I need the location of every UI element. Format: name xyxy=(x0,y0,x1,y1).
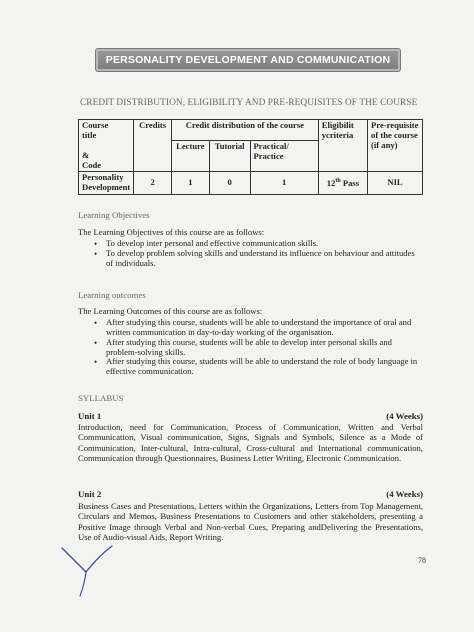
header-tutorial: Tutorial xyxy=(209,141,250,172)
objectives-intro: The Learning Objectives of this course are as follows: xyxy=(78,227,265,237)
unit-2-label: Unit 2 xyxy=(78,489,102,499)
header-credits: Credits xyxy=(134,120,172,172)
header-prerequisite: Pre-requisite of the course (if any) xyxy=(368,120,423,172)
unit-1-label: Unit 1 xyxy=(78,411,102,421)
cell-credits: 2 xyxy=(134,172,172,195)
handwritten-check-mark-icon xyxy=(58,540,118,600)
cell-course-name: Personality Development xyxy=(79,172,134,195)
objectives-heading: Learning Objectives xyxy=(78,210,150,220)
unit-2-weeks: (4 Weeks) xyxy=(386,489,423,499)
header-eligibility: Eligibilit ycriteria xyxy=(318,120,367,172)
cell-tutorial: 0 xyxy=(209,172,250,195)
objectives-section xyxy=(78,228,423,269)
header-credit-distribution: Credit distribution of the course xyxy=(171,120,318,141)
outcomes-section xyxy=(78,307,423,377)
credit-distribution-heading: CREDIT DISTRIBUTION, ELIGIBILITY AND PRE-REQUISITES OF THE COURSE xyxy=(80,98,418,108)
unit-1-weeks: (4 Weeks) xyxy=(386,411,423,421)
header-course-title: Course title & Code xyxy=(79,120,134,172)
outcomes-heading: Learning outcomes xyxy=(78,290,146,300)
cell-prerequisite: NIL xyxy=(368,172,423,195)
list-item: • After studying this course, students will be able to understand the role of body language in effective communication. xyxy=(106,357,423,377)
syllabus-heading: SYLLABUS xyxy=(78,393,124,403)
header-lecture: Lecture xyxy=(171,141,209,172)
cell-lecture: 1 xyxy=(171,172,209,195)
credit-distribution-table xyxy=(78,119,423,195)
list-item: • After studying this course, students will be able to understand the importance of oral and written communication in day-to-day working of the organisation. xyxy=(106,318,423,338)
list-item: • To develop problem solving skills and understand its influence on behaviour and attitudes of individuals. xyxy=(106,249,423,269)
list-item: • To develop inter personal and effective communication skills. xyxy=(106,239,423,249)
objectives-list xyxy=(78,239,423,269)
table-header-row xyxy=(79,120,423,141)
page-number: 78 xyxy=(418,556,426,565)
header-practical: Practical/ Practice xyxy=(250,141,318,172)
unit-1-text: Introduction, need for Communication, Process of Communication, Written and Verbal Communication, Visual communication, Signs, Signals and Symbols, Silence as a Mode of Communication, Inter-cultural, Intra-cultural, Cross-cultural and International communication, Communication through Questionnaires, Business Letter Writing, Electronic Communication. xyxy=(78,422,423,464)
outcomes-intro: The Learning Outcomes of this course are as follows: xyxy=(78,306,263,316)
cell-practical: 1 xyxy=(250,172,318,195)
course-title-banner: PERSONALITY DEVELOPMENT AND COMMUNICATION xyxy=(95,48,401,72)
table-row xyxy=(79,172,423,195)
cell-eligibility: 12th Pass xyxy=(318,172,367,195)
unit-1-heading xyxy=(78,411,423,421)
unit-2-heading xyxy=(78,489,423,499)
unit-2-text: Business Cases and Presentations, Letters within the Organizations, Letters from Top Management, Circulars and Memos, Business Presentations to Customers and other stakeholders, presenting a Positive Image through Verbal and Non-verbal Cues, Preparing andDelivering the Presentations, Use of Audio-visual Aids, Report Writing. xyxy=(78,501,423,543)
outcomes-list xyxy=(78,318,423,377)
list-item: • After studying this course, students will be able to develop inter personal skills and problem-solving skills. xyxy=(106,338,423,358)
